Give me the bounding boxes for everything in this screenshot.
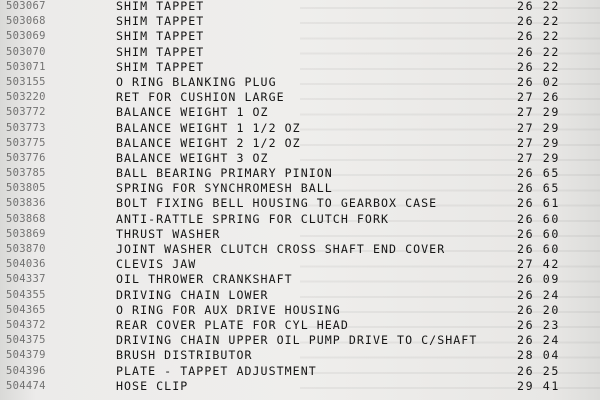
part-description: ANTI-RATTLE SPRING FOR CLUTCH FORK [116,211,390,226]
part-description: DRIVING CHAIN LOWER [116,287,269,302]
table-row [0,90,600,105]
part-number: 504396 [6,364,46,377]
table-row [0,348,600,363]
part-description: HOSE CLIP [116,378,189,393]
part-description: REAR COVER PLATE FOR CYL HEAD [116,317,349,332]
part-description: OIL THROWER CRANKSHAFT [116,272,293,287]
part-description: O RING BLANKING PLUG [116,74,277,89]
table-row [0,29,600,44]
part-number: 503772 [6,106,46,119]
table-row [0,45,600,60]
part-number: 503775 [6,136,46,149]
part-description: SHIM TAPPET [116,0,205,13]
table-row [0,75,600,90]
part-description: BALANCE WEIGHT 1 OZ [116,105,269,120]
part-description: SHIM TAPPET [116,44,205,59]
table-row [0,272,600,287]
group-code: 26 22 [517,0,560,13]
table-row [0,379,600,394]
part-number: 504036 [6,258,46,271]
part-description: BALANCE WEIGHT 3 OZ [116,150,269,165]
group-code: 26 20 [517,302,560,317]
table-row [0,196,600,211]
part-description: PLATE - TAPPET ADJUSTMENT [116,363,317,378]
table-row [0,318,600,333]
part-description: CLEVIS JAW [116,257,197,272]
group-code: 26 60 [517,211,560,226]
part-number: 503067 [6,0,46,12]
group-code: 26 60 [517,226,560,241]
part-number: 503836 [6,197,46,210]
group-code: 26 61 [517,196,560,211]
part-description: SPRING FOR SYNCHROMESH BALL [116,181,333,196]
group-code: 29 41 [517,378,560,393]
part-number: 503068 [6,15,46,28]
table-row [0,181,600,196]
part-description: RET FOR CUSHION LARGE [116,90,285,105]
part-number: 503805 [6,182,46,195]
part-number: 503776 [6,151,46,164]
group-code: 26 24 [517,333,560,348]
table-row [0,121,600,136]
part-number: 503220 [6,91,46,104]
part-number: 503773 [6,121,46,134]
part-description: BRUSH DISTRIBUTOR [116,348,253,363]
table-row [0,288,600,303]
part-description: BOLT FIXING BELL HOUSING TO GEARBOX CASE [116,196,438,211]
part-number: 504365 [6,303,46,316]
table-row [0,166,600,181]
table-row [0,227,600,242]
table-row [0,0,600,14]
table-row [0,364,600,379]
part-number: 504474 [6,379,46,392]
table-row [0,303,600,318]
part-number: 504379 [6,349,46,362]
table-row [0,212,600,227]
part-number: 503870 [6,243,46,255]
group-code: 27 29 [517,105,560,120]
part-description: BALANCE WEIGHT 1 1/2 OZ [116,120,301,135]
group-code: 26 09 [517,272,560,287]
table-row [0,60,600,75]
group-code: 26 65 [517,166,560,181]
part-number: 504337 [6,273,46,286]
group-code: 27 42 [517,257,560,272]
part-description: JOINT WASHER CLUTCH CROSS SHAFT END COVER [116,242,446,256]
table-row [0,14,600,29]
group-code: 27 26 [517,90,560,105]
part-number: 504372 [6,318,46,331]
group-code: 26 02 [517,74,560,89]
group-code: 27 29 [517,135,560,150]
group-code: 26 25 [517,363,560,378]
part-description: THRUST WASHER [116,226,221,241]
table-row [0,333,600,348]
part-description: DRIVING CHAIN UPPER OIL PUMP DRIVE TO C/SHAFT [116,333,478,348]
part-number: 504355 [6,288,46,301]
group-code: 26 60 [517,242,560,256]
table-row [0,242,600,257]
part-number: 503869 [6,227,46,240]
group-code: 28 04 [517,348,560,363]
part-description: SHIM TAPPET [116,29,205,44]
table-row [0,105,600,120]
group-code: 26 65 [517,181,560,196]
group-code: 27 29 [517,150,560,165]
table-row [0,257,600,272]
part-number: 504375 [6,334,46,347]
part-number: 503071 [6,60,46,73]
part-description: SHIM TAPPET [116,59,205,74]
table-row [0,151,600,166]
group-code: 26 22 [517,14,560,29]
part-description: O RING FOR AUX DRIVE HOUSING [116,302,341,317]
group-code: 26 22 [517,59,560,74]
part-description: BALANCE WEIGHT 2 1/2 OZ [116,135,301,150]
part-description: BALL BEARING PRIMARY PINION [116,166,333,181]
group-code: 26 22 [517,29,560,44]
part-number: 503155 [6,75,46,88]
group-code: 27 29 [517,120,560,135]
part-number: 503069 [6,30,46,43]
part-description: SHIM TAPPET [116,14,205,29]
table-row [0,136,600,151]
part-number: 503785 [6,167,46,180]
part-number: 503868 [6,212,46,225]
group-code: 26 24 [517,287,560,302]
group-code: 26 22 [517,44,560,59]
group-code: 26 23 [517,317,560,332]
part-number: 503070 [6,45,46,58]
